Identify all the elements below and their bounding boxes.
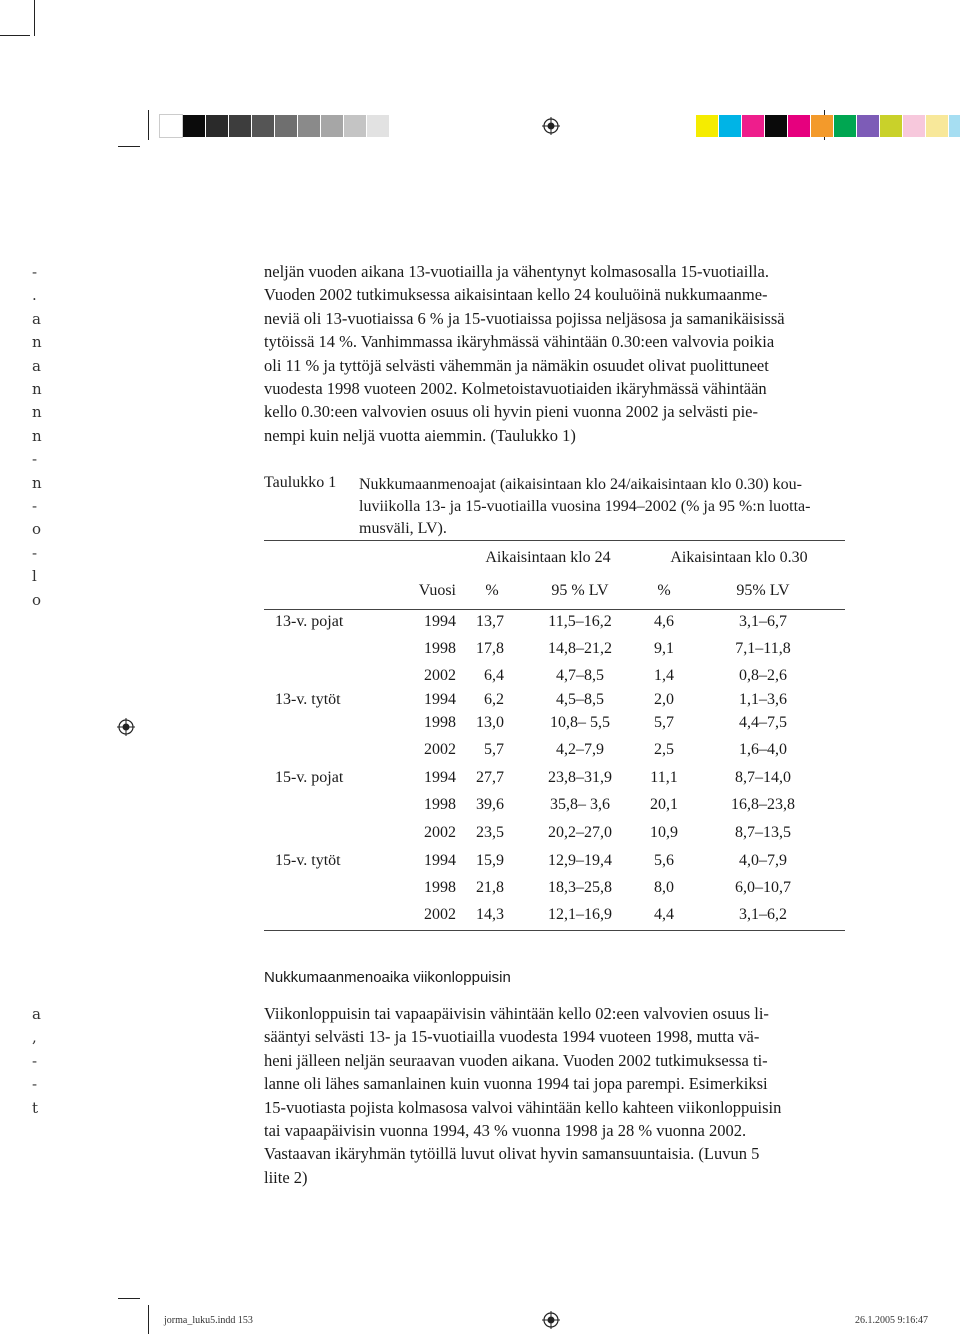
gray-swatch — [252, 115, 274, 137]
color-swatch — [719, 115, 741, 137]
caption-line: Nukkumaanmenoajat (aikaisintaan klo 24/aikaisintaan klo 0.30) kou- — [359, 476, 802, 493]
text-line: lanne oli lähes samanlainen kuin vuonna 1994 tai jopa parempi. Esimerkiksi — [264, 1074, 768, 1094]
color-swatch — [742, 115, 764, 137]
table-cell-year: 1998 — [424, 714, 456, 731]
gray-swatch — [229, 115, 251, 137]
table-cell-p24: 23,5 — [476, 824, 504, 841]
table-cell-year: 1994 — [424, 691, 456, 708]
text-line: neviä oli 13-vuotiaissa 6 % ja 15-vuotiaissa pojissa neljäsosa ja samanikäisissä — [264, 308, 785, 328]
table-cell-p030: 9,1 — [654, 640, 674, 657]
table-cell-lv24: 4,7–8,5 — [556, 667, 604, 684]
table-cell-p24: 21,8 — [476, 879, 504, 896]
footer-date-slug: 26.1.2005 9:16:47 — [855, 1315, 929, 1326]
table-cell-p030: 8,0 — [654, 879, 674, 896]
edge-letter: a — [32, 356, 41, 375]
edge-letter: t — [32, 1098, 39, 1117]
col-header-pct-030: % — [657, 582, 671, 599]
table-cell-year: 1998 — [424, 879, 456, 896]
edge-letter: - — [32, 1075, 38, 1094]
table-cell-p030: 1,4 — [654, 667, 674, 684]
table-bottom-rule — [264, 930, 845, 931]
text-line: neljän vuoden aikana 13-vuotiailla ja vähentynyt kolmasosalla 15-vuotiailla. — [264, 262, 769, 281]
col-header-lv-24: 95 % LV — [551, 582, 609, 599]
table-cell-year: 1994 — [424, 769, 456, 786]
edge-letter: o — [32, 520, 42, 539]
table-cell-p24: 15,9 — [476, 852, 504, 869]
table-cell-lv030: 7,1–11,8 — [735, 640, 791, 657]
edge-letter: a — [32, 1005, 41, 1023]
table-cell-p24: 6,2 — [484, 691, 504, 708]
table-cell-year: 2002 — [424, 741, 456, 758]
table-header-rule — [264, 609, 845, 610]
text-line: tytöissä 14 %. Vanhimmassa ikäryhmässä vähintään 0.30:een valvovia poikia — [264, 332, 775, 352]
table-cell-year: 2002 — [424, 906, 456, 923]
table-cell-p24: 13,0 — [476, 714, 504, 731]
group-header-030: Aikaisintaan klo 0.30 — [670, 549, 808, 566]
text-line: 15-vuotiasta pojista kolmasosa valvoi vähintään kello kahteen viikonloppuisin — [264, 1097, 782, 1117]
registration-mark-icon — [542, 1311, 560, 1329]
table-cell-lv24: 18,3–25,8 — [548, 879, 612, 896]
table-cell-lv24: 14,8–21,2 — [548, 640, 612, 657]
edge-letter: a — [32, 309, 41, 328]
color-swatch — [834, 115, 856, 137]
table-cell-lv030: 1,1–3,6 — [739, 691, 787, 708]
table-cell-p030: 11,1 — [650, 769, 678, 786]
table-cell-group: 15-v. tytöt — [275, 852, 341, 869]
gray-swatch — [160, 115, 182, 137]
caption-line: musväli, LV). — [359, 520, 447, 537]
section-subheading: Nukkumaanmenoaika viikonloppuisin — [264, 969, 511, 986]
crop-mark-top-left-v — [34, 0, 35, 36]
color-swatch — [765, 115, 787, 137]
text-line: kello 0.30:een valvovien osuus oli hyvin pieni vuonna 2002 ja selvästi pie- — [264, 402, 759, 422]
col-header-year: Vuosi — [418, 582, 456, 599]
text-line: sääntyi selvästi 13- ja 15-vuotiailla vuodesta 1994 vuoteen 1998, mutta vä- — [264, 1027, 760, 1047]
text-line: oli 11 % ja tyttöjä selvästi vähemmän ja nämäkin osuudet olivat puolittuneet — [264, 355, 769, 375]
col-header-pct-24: % — [485, 582, 499, 599]
table-cell-group: 15-v. pojat — [275, 769, 344, 786]
table-top-rule — [264, 540, 845, 541]
color-swatch — [857, 115, 879, 137]
crop-mark-bottom-v — [148, 1305, 149, 1334]
edge-letter: . — [32, 286, 37, 305]
table-cell-p030: 5,6 — [654, 852, 674, 869]
table-cell-p24: 17,8 — [476, 640, 504, 657]
table-cell-lv24: 20,2–27,0 — [548, 824, 612, 841]
edge-letter: n — [32, 403, 42, 422]
table-cell-p24: 14,3 — [476, 906, 504, 923]
table-cell-year: 1998 — [424, 796, 456, 813]
table-cell-year: 2002 — [424, 824, 456, 841]
edge-letter: - — [32, 1051, 38, 1070]
table-cell-p030: 4,6 — [654, 613, 674, 630]
color-swatch — [811, 115, 833, 137]
table-cell-lv24: 12,9–19,4 — [548, 852, 612, 869]
edge-letter: l — [32, 567, 37, 586]
footer-file-slug: jorma_luku5.indd 153 — [164, 1315, 253, 1326]
table-cell-p030: 2,5 — [654, 741, 674, 758]
text-line: Viikonloppuisin tai vapaapäivisin vähintään kello 02:een valvovien osuus li- — [264, 1004, 769, 1023]
table-cell-year: 1994 — [424, 613, 456, 630]
table-cell-p24: 13,7 — [476, 613, 504, 630]
table-cell-p030: 2,0 — [654, 691, 674, 708]
registration-mark-icon — [117, 718, 135, 736]
color-swatch — [788, 115, 810, 137]
gray-swatch — [183, 115, 205, 137]
crop-mark-top-center-v — [148, 110, 149, 140]
table-cell-lv030: 3,1–6,2 — [739, 906, 787, 923]
table-cell-lv24: 10,8– 5,5 — [550, 714, 610, 731]
edge-letter: , — [32, 1028, 37, 1047]
gray-swatch — [321, 115, 343, 137]
table-cell-year: 1998 — [424, 640, 456, 657]
text-line: vuodesta 1998 vuoteen 2002. Kolmetoistavuotiaiden ikäryhmässä vähintään — [264, 379, 767, 399]
table-cell-lv030: 8,7–13,5 — [735, 824, 791, 841]
table-cell-lv24: 23,8–31,9 — [548, 769, 612, 786]
table-cell-lv24: 11,5–16,2 — [548, 613, 612, 630]
table-cell-lv030: 8,7–14,0 — [735, 769, 791, 786]
table-cell-p030: 4,4 — [654, 906, 674, 923]
crop-mark-top-center-h — [118, 146, 140, 147]
table-cell-lv24: 4,5–8,5 — [556, 691, 604, 708]
table-cell-p030: 10,9 — [650, 824, 678, 841]
table-cell-p030: 20,1 — [650, 796, 678, 813]
gray-swatch — [275, 115, 297, 137]
color-swatch — [926, 115, 948, 137]
table-caption-text — [359, 474, 810, 540]
table-cell-p24: 6,4 — [484, 667, 504, 684]
caption-line: luviikolla 13- ja 15-vuotiailla vuosina 1994–2002 (% ja 95 %:n luotta- — [359, 498, 811, 515]
text-line: Vastaavan ikäryhmän tytöillä luvut olivat hyvin samansuuntaisia. (Luvun 5 — [264, 1144, 760, 1164]
edge-letter: - — [32, 543, 38, 562]
table-cell-lv030: 0,8–2,6 — [739, 667, 787, 684]
text-line: tai vapaapäivisin vuonna 1994, 43 % vuonna 1998 ja 28 % vuonna 2002. — [264, 1121, 747, 1141]
table-cell-lv24: 12,1–16,9 — [548, 906, 612, 923]
table-cell-lv030: 4,4–7,5 — [739, 714, 787, 731]
table-caption-label: Taulukko 1 — [264, 474, 337, 491]
color-swatch — [696, 115, 718, 137]
text-line: nempi kuin neljä vuotta aiemmin. (Taulukko 1) — [264, 425, 576, 445]
gray-swatch — [298, 115, 320, 137]
color-swatch — [903, 115, 925, 137]
color-swatch — [880, 115, 902, 137]
table-cell-lv030: 3,1–6,7 — [739, 613, 787, 630]
crop-mark-top-left-h — [0, 35, 30, 36]
edge-letter: - — [32, 263, 38, 281]
text-line: liite 2) — [264, 1167, 308, 1187]
edge-letter: n — [32, 473, 42, 492]
table-cell-year: 1994 — [424, 852, 456, 869]
body-paragraph-2 — [264, 1002, 844, 1189]
table-cell-year: 2002 — [424, 667, 456, 684]
gray-swatch — [367, 115, 389, 137]
table-cell-p24: 27,7 — [476, 769, 504, 786]
gray-swatch — [206, 115, 228, 137]
table-cell-group: 13-v. tytöt — [275, 691, 341, 708]
edge-letter: n — [32, 426, 42, 445]
registration-mark-icon — [542, 117, 560, 135]
edge-letter: o — [32, 590, 42, 609]
group-header-24: Aikaisintaan klo 24 — [485, 549, 611, 566]
edge-letter: - — [32, 497, 38, 515]
table-cell-p24: 5,7 — [484, 741, 504, 758]
edge-letter: n — [32, 380, 42, 398]
table-cell-lv030: 6,0–10,7 — [735, 879, 791, 896]
text-line: Vuoden 2002 tutkimuksessa aikaisintaan kello 24 kouluöinä nukkumaanme- — [264, 285, 768, 305]
col-header-lv-030: 95% LV — [736, 582, 790, 599]
edge-letter: n — [32, 333, 42, 352]
text-line: heni jälleen neljän seuraavan vuoden aikana. Vuoden 2002 tutkimuksessa ti- — [264, 1050, 768, 1070]
table-cell-lv030: 16,8–23,8 — [731, 796, 795, 813]
table-cell-lv24: 4,2–7,9 — [556, 741, 604, 758]
edge-letter: - — [32, 450, 38, 469]
gray-swatch — [344, 115, 366, 137]
body-paragraph-1 — [264, 260, 844, 447]
table-cell-p24: 39,6 — [476, 796, 504, 813]
table-cell-group: 13-v. pojat — [275, 613, 344, 630]
crop-mark-bottom-left-h — [118, 1298, 140, 1299]
table-cell-p030: 5,7 — [654, 714, 674, 731]
table-cell-lv24: 35,8– 3,6 — [550, 796, 610, 813]
color-swatch — [949, 115, 960, 137]
table-cell-lv030: 1,6–4,0 — [739, 741, 787, 758]
table-cell-lv030: 4,0–7,9 — [739, 852, 787, 869]
